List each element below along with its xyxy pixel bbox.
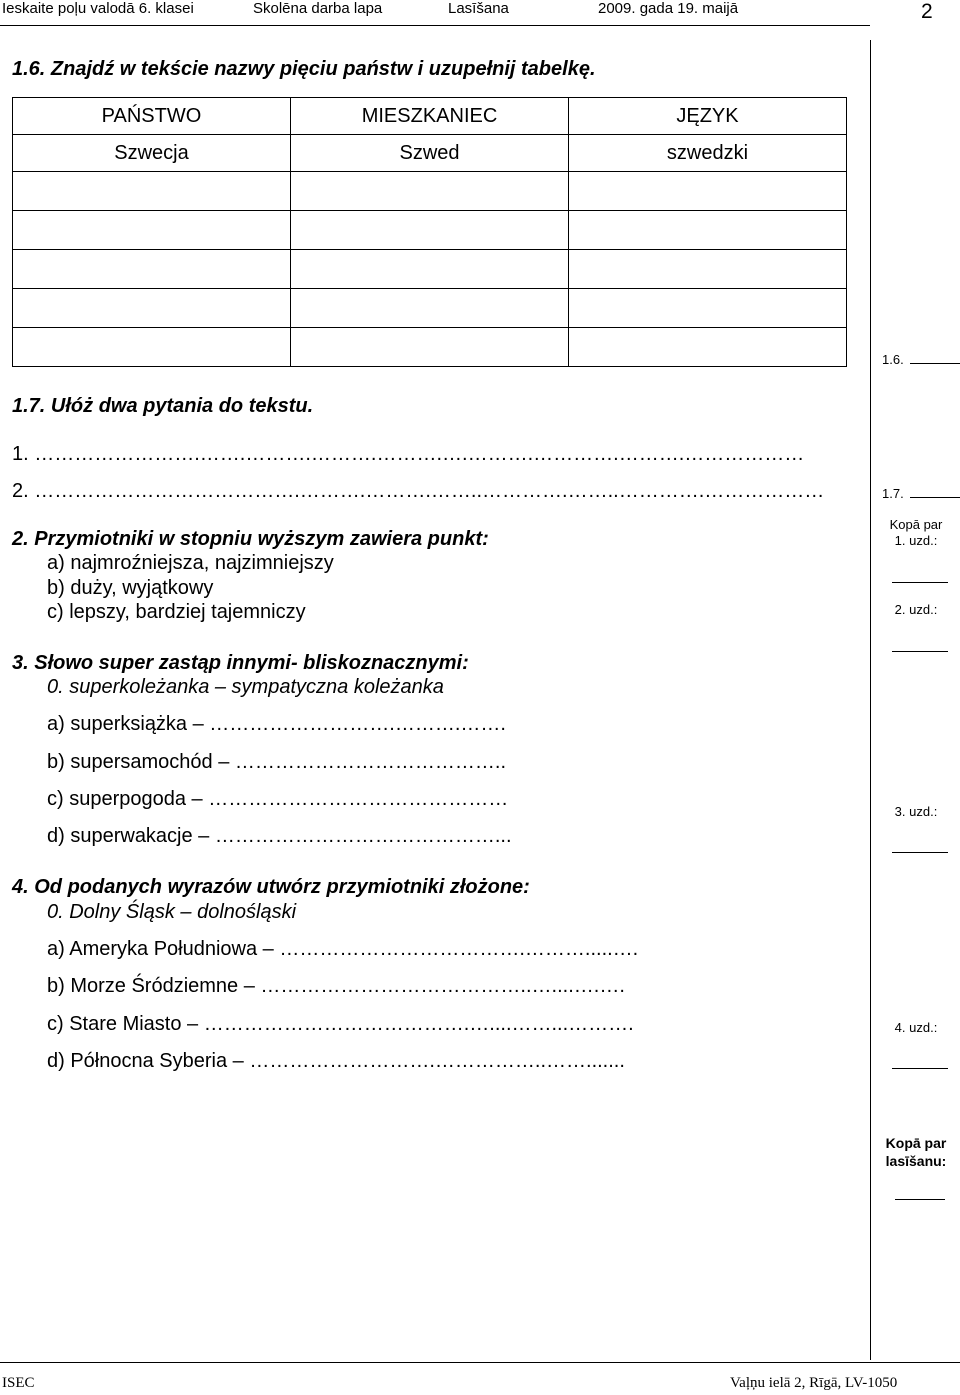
task-4-example: 0. Dolny Śląsk – dolnośląski [47,901,297,923]
reading-total-line-2: lasīšanu: [885,1153,947,1169]
task-3-item-d[interactable]: d) superwakacje – ……………………………………... [47,825,512,847]
answer-cell[interactable] [291,250,569,289]
reading-total-blank[interactable] [895,1199,945,1200]
exam-date: 2009. gada 19. maijā [598,0,739,17]
footer-org: ISEC [2,1375,35,1391]
table-row [13,172,847,211]
score-17 [882,486,960,501]
column-header-language: JĘZYK [569,98,847,135]
table-row [13,289,847,328]
uzd-3-label: 3. uzd.: [894,804,938,819]
example-country: Szwecja [13,135,291,172]
task-3-item-a[interactable]: a) superksiążka – ……………………….……….……. [47,713,506,735]
answer-cell[interactable] [291,289,569,328]
task-3-example: 0. superkoleżanka – sympatyczna koleżanka [47,676,444,698]
option-a[interactable]: a) najmroźniejsza, najzimniejszy [47,552,334,574]
reading-total-line-1: Kopā par [885,1135,947,1151]
table-row [13,328,847,367]
answer-cell[interactable] [13,172,291,211]
answer-cell[interactable] [569,172,847,211]
task-4-item-d[interactable]: d) Północna Syberia – ……………………….……………..……....... [47,1050,625,1072]
footer-address: Vaļņu ielā 2, Rīgā, LV-1050 [730,1375,898,1391]
table-header-row [13,98,847,135]
uzd-2-label: 2. uzd.: [894,602,938,617]
answer-cell[interactable] [13,250,291,289]
option-b[interactable]: b) duży, wyjątkowy [47,577,214,599]
score-17-blank[interactable] [910,497,960,498]
task-17-title: 1.7. Ułóż dwa pytania do tekstu. [12,395,314,417]
uzd-1-label: 1. uzd.: [894,533,938,548]
task-4-item-a[interactable]: a) Ameryka Południowa – ……………………………….……….....…. [47,938,639,960]
option-c[interactable]: c) lepszy, bardziej tajemniczy [47,601,306,623]
uzd-4-label: 4. uzd.: [894,1020,938,1035]
question-line-1[interactable]: 1. …………………….…….……….……….……….….……….………….……….……………… [12,443,805,465]
uzd-2-blank[interactable] [892,651,948,652]
task-2-title: 2. Przymiotniki w stopniu wyższym zawiera punkt: [12,528,489,550]
answer-cell[interactable] [13,211,291,250]
uzd-1-blank[interactable] [892,582,948,583]
country-table [12,97,847,367]
example-resident: Szwed [291,135,569,172]
answer-cell[interactable] [291,211,569,250]
score-16-label: 1.6. [882,352,904,367]
uzd-3-blank[interactable] [892,852,948,853]
answer-cell[interactable] [291,328,569,367]
answer-cell[interactable] [569,211,847,250]
table-row [13,250,847,289]
column-header-country: PAŃSTWO [13,98,291,135]
uzd-4-blank[interactable] [892,1068,948,1069]
sheet-type: Skolēna darba lapa [253,0,383,17]
example-language: szwedzki [569,135,847,172]
task-16-title: 1.6. Znajdź w tekście nazwy pięciu państw i uzupełnij tabelkę. [12,58,596,80]
answer-cell[interactable] [569,250,847,289]
answer-cell[interactable] [569,289,847,328]
score-17-label: 1.7. [882,486,904,501]
task-3-title: 3. Słowo super zastąp innymi- bliskoznacznymi: [12,652,469,674]
total-title: Kopā par [889,517,943,532]
margin-divider [870,40,871,1360]
score-16-blank[interactable] [910,363,960,364]
task-3-item-b[interactable]: b) supersamochód – ………………………………….. [47,751,506,773]
task-4-item-c[interactable]: c) Stare Miasto – ………………………………….…....……...………. [47,1013,634,1035]
column-header-resident: MIESZKANIEC [291,98,569,135]
answer-cell[interactable] [13,289,291,328]
header-rule [0,25,870,26]
page-number: 2 [921,0,933,23]
score-16 [882,352,960,367]
exam-title: Ieskaite poļu valodā 6. klasei [2,0,194,17]
task-4-item-b[interactable]: b) Morze Śródziemne – …………………………………..…....….…. [47,975,625,997]
table-row [13,211,847,250]
task-4-title: 4. Od podanych wyrazów utwórz przymiotniki złożone: [12,876,530,898]
answer-cell[interactable] [13,328,291,367]
task-3-item-c[interactable]: c) superpogoda – ……………………………………… [47,788,509,810]
answer-cell[interactable] [569,328,847,367]
question-line-2[interactable]: 2. ………………………………….……….……….……..………….……..………….……………… [12,480,825,502]
answer-cell[interactable] [291,172,569,211]
section-name: Lasīšana [448,0,509,17]
table-example-row [13,135,847,172]
footer-rule [0,1362,960,1363]
